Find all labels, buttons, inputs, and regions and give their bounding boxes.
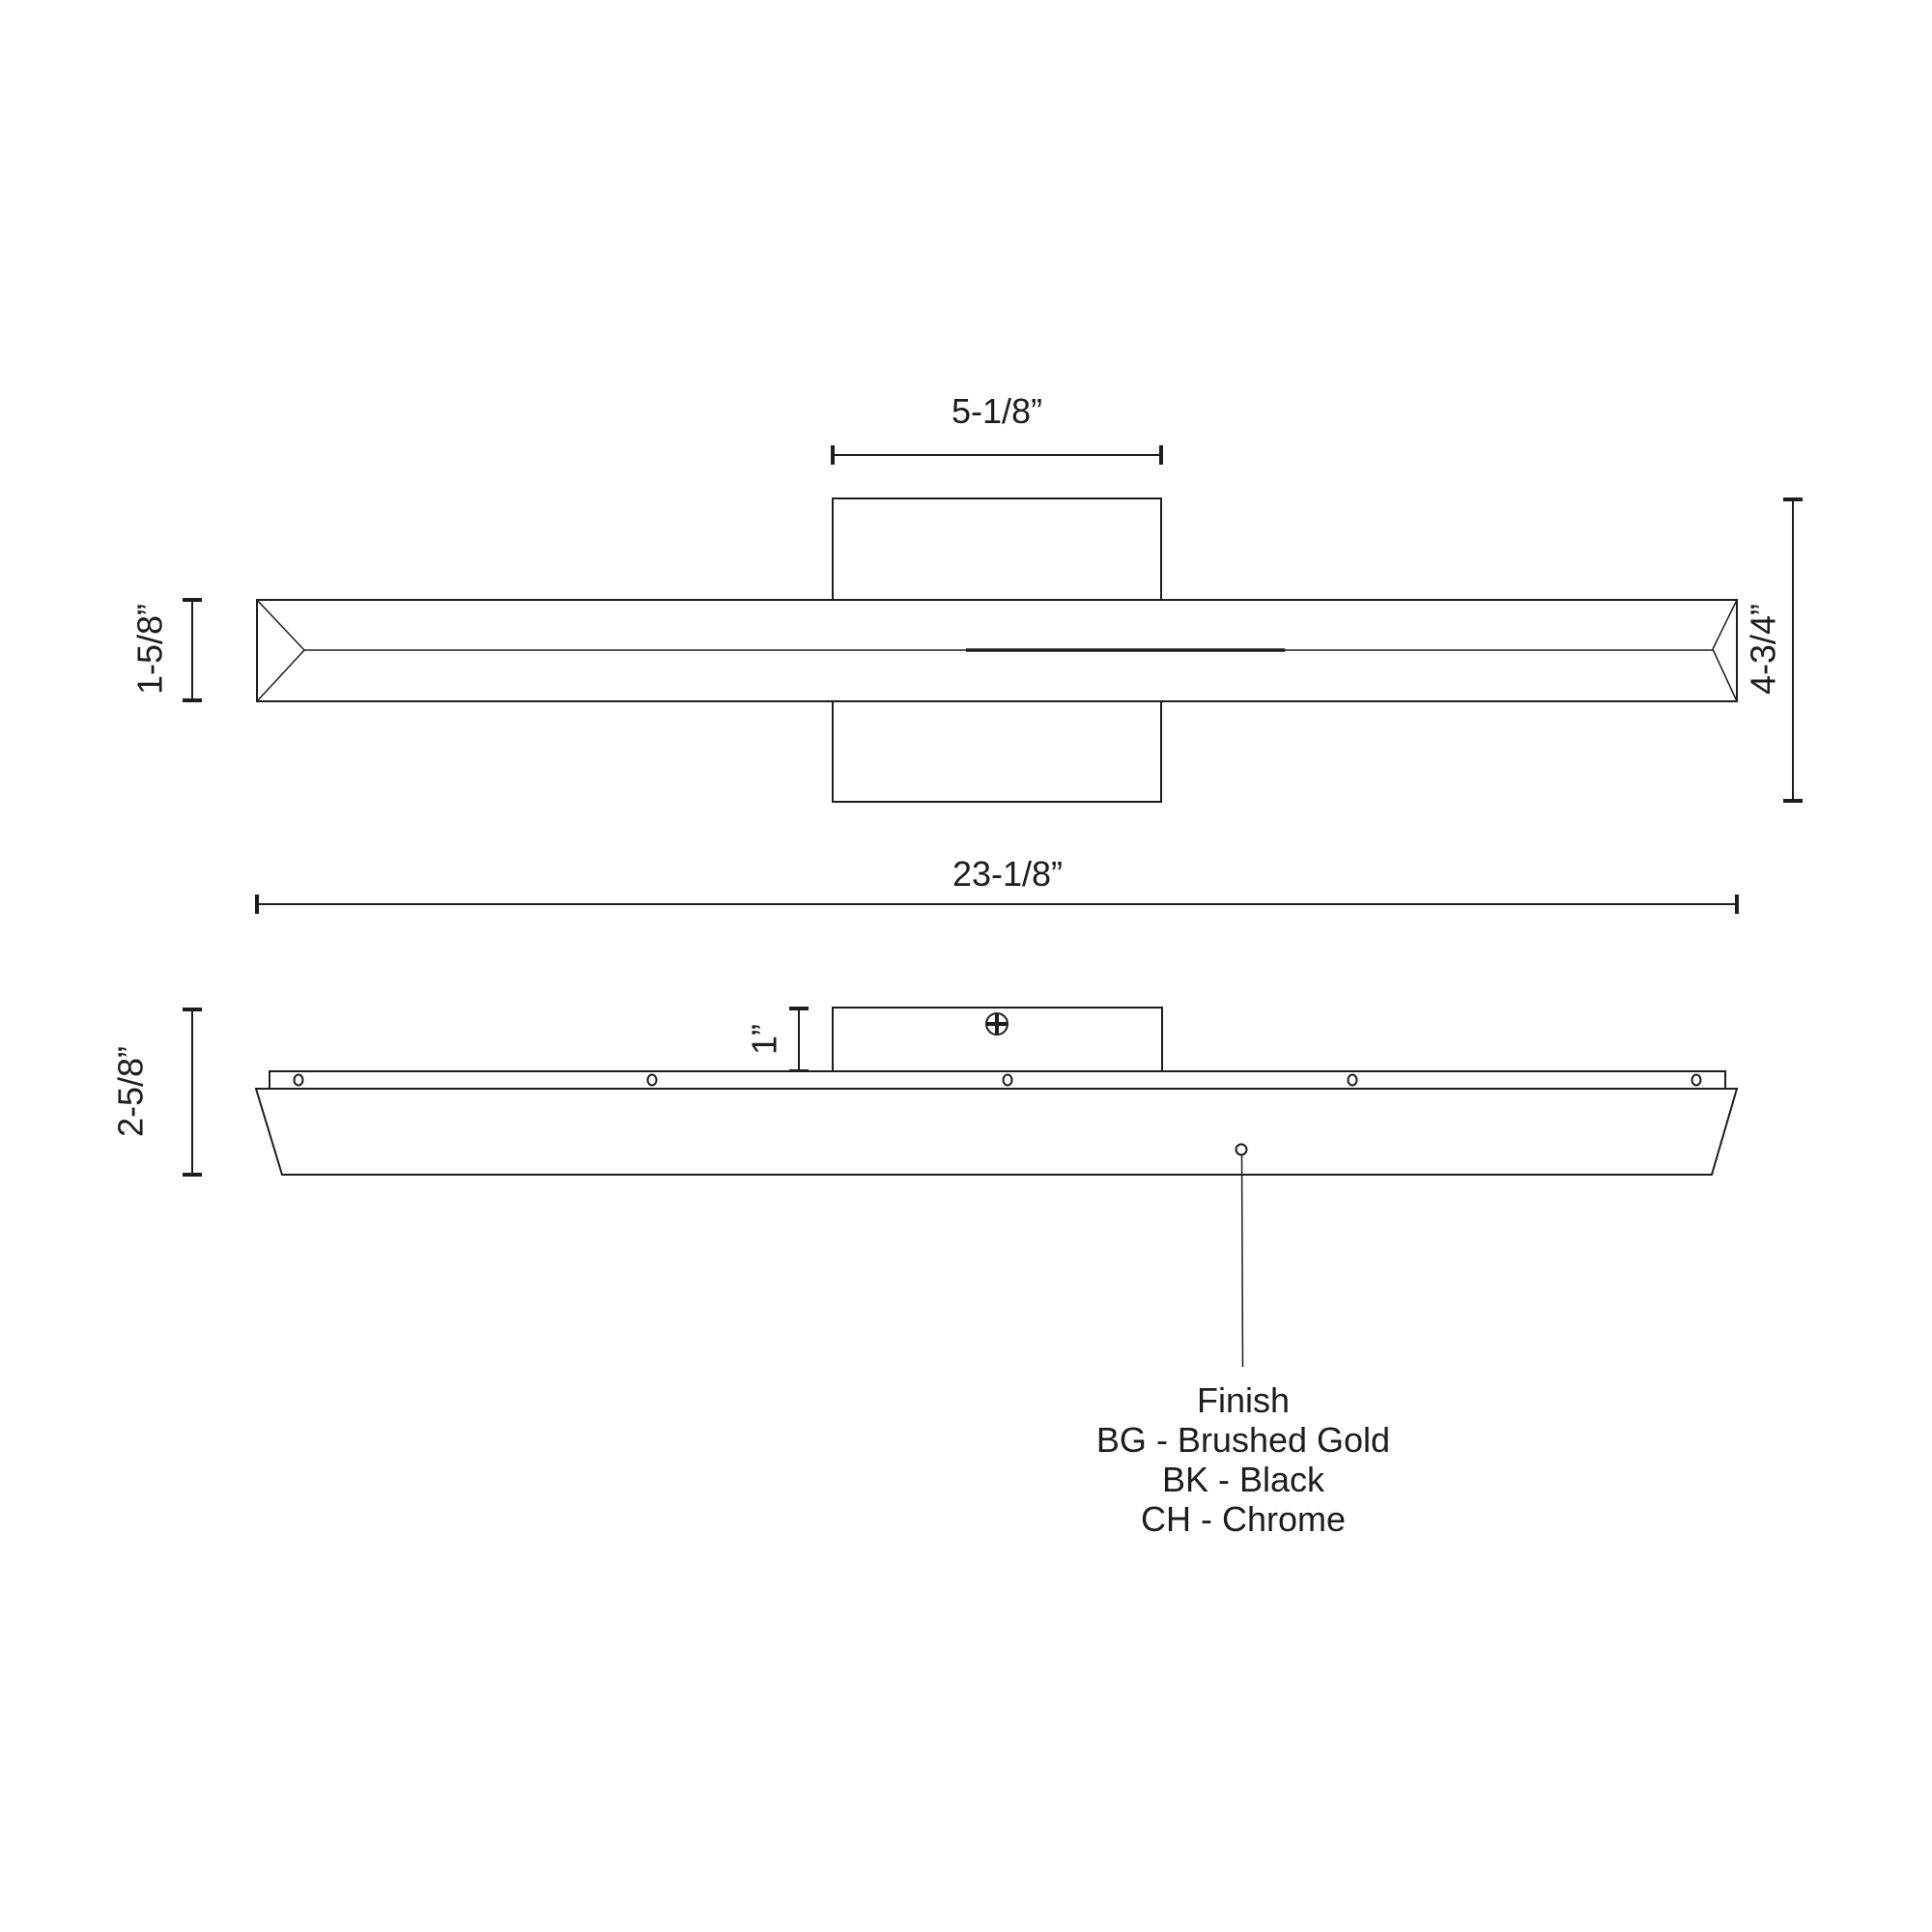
bar-height-label: 1-5/8” (129, 603, 170, 696)
dimension-overall-depth (111, 1009, 203, 1175)
shade-body (256, 1089, 1737, 1175)
screw-hole (295, 1075, 303, 1086)
mounting-strip (270, 1071, 1725, 1089)
front-view (130, 391, 1804, 802)
screw-hole (1004, 1075, 1012, 1086)
backplate-depth-label: 1” (744, 1023, 784, 1056)
dimension-overall-height (1744, 499, 1804, 801)
backplate-top (833, 498, 1161, 600)
screw-hole (1349, 1075, 1357, 1086)
dimension-backplate-width (833, 391, 1161, 465)
side-view (111, 1008, 1738, 1367)
overall-height-label: 4-3/4” (1743, 603, 1783, 696)
junction-box-symbol (986, 1013, 1008, 1035)
finish-legend-title: Finish (1196, 1380, 1291, 1420)
leader-line (1242, 1155, 1243, 1368)
finish-legend (1096, 1380, 1390, 1539)
screw-hole (1692, 1075, 1701, 1086)
finish-option-black: BK - Black (1161, 1460, 1325, 1499)
finish-option-brushed-gold: BG - Brushed Gold (1095, 1420, 1391, 1460)
overall-depth-label: 2-5/8” (110, 1045, 151, 1138)
backplate-bottom (833, 701, 1161, 802)
leader-circle (1236, 1145, 1247, 1155)
backplate-width-label: 5-1/8” (951, 391, 1043, 431)
screw-hole (648, 1075, 657, 1086)
finish-option-chrome: CH - Chrome (1140, 1499, 1347, 1539)
dimension-bar-height (130, 600, 203, 700)
dimension-overall-width (257, 854, 1737, 914)
dimension-backplate-depth (745, 1009, 810, 1071)
finish-leader (1236, 1145, 1247, 1368)
overall-width-label: 23-1/8” (952, 854, 1064, 894)
